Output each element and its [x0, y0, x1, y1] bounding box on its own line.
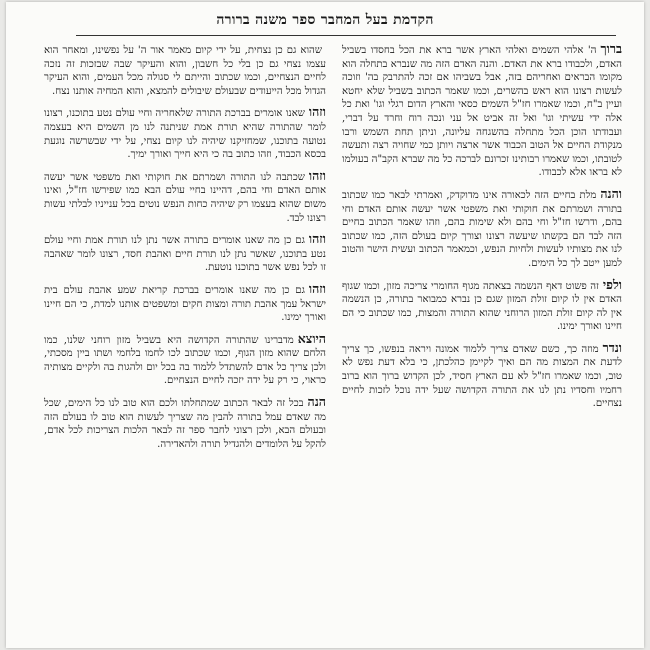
paragraph-text: מדברינו שהתורה הקדושה היא בשביל מזון רוחני שלנו, כמו הלחם שהוא מזון הגוף, וכמו שכתוב לכו לחמו בלחמי ושתו ביין מסכתי, ולכן צריך כל אדם להשתדל ללמוד בה בכל יום ולהגות בה ולקיים מצותיה כראוי, כי רק על ידה יזכה לחיים הנצחיים. — [44, 334, 326, 387]
paragraph-text: שהוא גם כן נצחית, על ידי קיום מאמר אור ה' על נפשינו, ומאחר הוא עצמו נצחי גם כן בלי כל חשבון, והוא והעיקר שבה שבזכות זה נזכה לחיים הנצחיים, וכמו שכתוב והייתם לי סגולה מכל העמים, והוא העיקר הגדול מכל הייעודים שבעולם שיבולים להמצא, והוא המחיה אותנו נצח. — [44, 45, 326, 97]
paragraph — [342, 187, 622, 271]
right-column — [342, 42, 622, 642]
paragraph-text: זה פשוט דאף הנשמה בצאתה מגוף החומרי צריכה מזון, וכמו שגוף האדם אין לו קיום זולת המזון שגם כן נברא כמבואר בתורה, כן הנשמה אין לה קיום זולת המזון הרוחני שהוא התורה והמצות, כמו שכתוב כי הם חיינו ואורך ימינו. — [342, 280, 622, 333]
paragraph — [44, 169, 326, 225]
paragraph-text: בכל זה לבאר הכתוב שמתחלתו ולכם הוא טוב לנו כל הימים, שכל מה שאדם עמל בתורה להבין מה שצריך לעשות הוא טוב לו בעולם הזה ובעולם הבא, ולכן רצוני לחבר ספר זה לבאר הלכות הצריכות לכל אדם, להקל על הלומדים ולהגדיל תורה ולהאדירה. — [44, 398, 326, 450]
paragraph-lead-word: הנה — [307, 394, 326, 410]
paragraph-lead-word: וזהו — [308, 280, 326, 296]
paragraph-text: ה' אלהי השמים ואלהי הארץ אשר ברא את הכל בחסדו בשביל האדם, ולכבודו ברא את האדם. והנה האדם הזה מה שנברא בתחלה הוא מקומו הבראים ואחריהם בזה, אבל בשביהו אם זכה להתרבק בה' וזוכה לעשות רצונו הוא ראש בהשרים, וכמו שאמר הכתוב בשביל שלא יחטא ועיין ב"ח, וכמו שאמרו חז"ל השמים כסאי והארץ הדום רגלי וגו' ואת כל אלה ידי עשיתי וגו' ואל זה אביט אל עני ונכה רוח וחרד על דברי, ועבודתו הוכן הכל מתחלה בהשגחה עליונה, וניתן תחת השמש ורבו מנקודת החיים אל הטוב הכבוד אשר ארצה ויותן כמי שחויה רצה ותעשה לטובתו, וכמו שאמרו רבותינו זכרונם לברכה כל מה שברא הקב"ה בעולמו לא בראו אלא לכבודו. — [342, 45, 622, 179]
paragraph — [342, 42, 622, 180]
paragraph — [44, 42, 326, 98]
paragraph — [342, 341, 622, 411]
page-title: הקדמת בעל המחבר ספר משנה ברורה — [216, 12, 434, 28]
paragraph-lead-word: והנה — [600, 185, 622, 201]
paragraph — [342, 278, 622, 334]
paragraph-lead-word: ולפי — [602, 276, 622, 292]
document-page — [6, 2, 644, 648]
paragraph-text: שכתבה לנו התורה ושמרתם את חוקותי ואת משפטי אשר יעשה אותם האדם וחי בהם, דהיינו בחיי עולם הבא כמו שפירשו חז"ל, ואינו משום שהוא בעצמו רק שיהיה כחות הנפש נוטים בכל ענייניו לבלתי עשות רצונו לבד. — [44, 171, 326, 224]
paragraph-lead-word: ברוך — [600, 42, 622, 56]
paragraph — [44, 232, 326, 275]
paragraph-text: גם כן מה שאנו אומרים בברכת קריאת שמע אהבת עולם בית ישראל עמך אהבת תורה ומצות חקים ומשפטים אותנו למדת, כי הם חיינו ואורך ימינו. — [44, 284, 326, 324]
paragraph — [44, 395, 326, 451]
paragraph — [44, 282, 326, 325]
paragraph-text: מוזה כך, כשם שאדם צריך ללמוד אמונה ויראה בנפשו, כך צריך לדעת את המצות מה הם ואיך לקיימן כהלכתן, כי בלא דעת נפש לא טוב, וכמו שאמרו חז"ל לא עם הארץ חסיד, לכן הקדוש ברוך הוא ברוב רחמיו וחסדיו נתן לנו את התורה הקדושה שעל ידה נוכל לזכות לחיים נצחיים. — [342, 343, 622, 410]
paragraph-lead-word: וזהו — [308, 167, 326, 183]
paragraph-text: גם כן מה שאנו אומרים בתורה אשר נתן לנו תורת אמת וחיי עולם נטע בתוכנו, שאשר נתן לנו תורת חיים ואהבת חסד, רצונו לומר שאהבה זו לכל נפש אשר בתוכנו נוטעת. — [44, 235, 326, 274]
paragraph-text: מלת בחיים הזה לכאורה אינו מדוקדק, ואמרתי לבאר כמו שכתוב בתורה ושמרתם את חוקותי ואת משפטי אשר יעשה אותם האדם וחי בהם, ודרשו חז"ל וחי בהם ולא שימות בהם, וזהו שאמר הכתוב בחיים הזה לבד הם בקשתו שיעשה רצונו וצורך קיום בעולם הזה, כמו שכתוב לנו את מצותיו לעשות ולחיות הנפש, וכמאמר הכתוב ועשית הישר והטוב למען ייטב לך כל הימים. — [342, 189, 622, 269]
paragraph-lead-word: וזהו — [308, 231, 326, 247]
paragraph-lead-word: היוצא — [297, 330, 326, 346]
paragraph — [44, 332, 326, 388]
title-divider — [76, 35, 616, 36]
paragraph — [44, 105, 326, 161]
paragraph-lead-word: ונדר — [602, 339, 622, 355]
paragraph-text: שאנו אומרים בברכת התורה שלאחריה וחיי עולם נטע בתוכנו, רצונו לומר שהתורה שהיא תורת אמת שניתנה לנו מן השמים היא בעצמה נטועה בתוכנו, שמחזיקנו שיהיה לנו קיום נצחי, על ידי שבשרשה נוגעת בכסא הכבוד, וזהו כתוב בה כי היא חייך ואורך ימיך. — [44, 108, 326, 161]
left-column — [44, 42, 326, 642]
paragraph-lead-word: וזהו — [308, 104, 326, 120]
